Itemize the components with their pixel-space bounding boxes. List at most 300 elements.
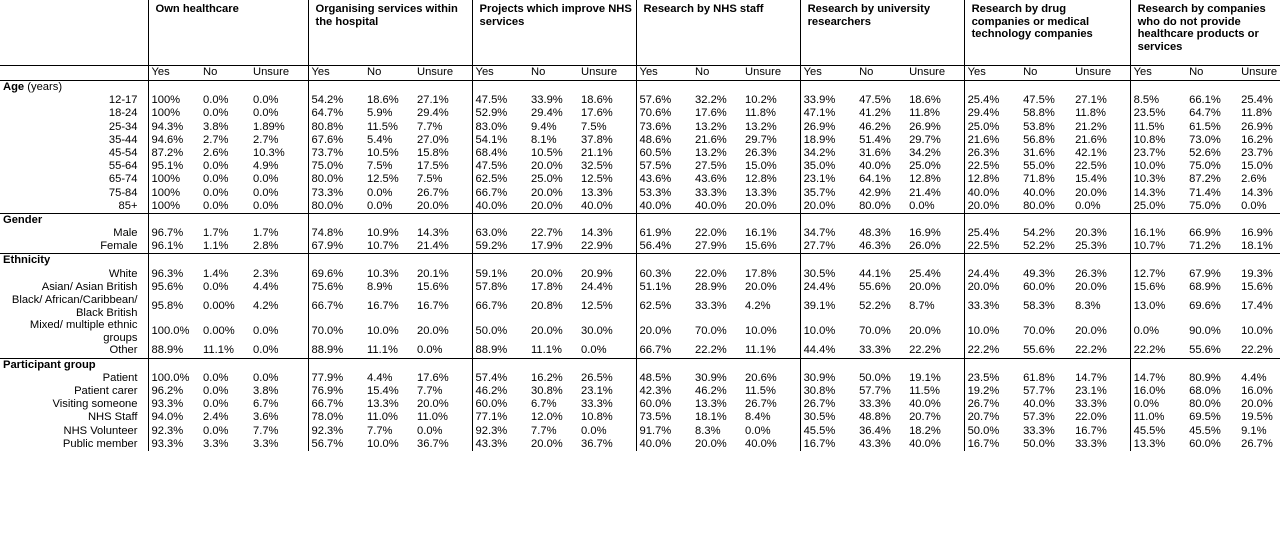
value-cell: 0.0% <box>203 424 229 437</box>
value-cell: 16.2% <box>1241 133 1273 146</box>
value-cell: 36.4% <box>859 424 891 437</box>
value-cell: 40.0% <box>636 200 692 214</box>
value-cell: 25.4% <box>964 227 1020 240</box>
value-cell: 20.0% <box>745 199 777 212</box>
value-cell: 47.5% <box>1023 94 1055 107</box>
empty-cell <box>800 254 856 268</box>
empty-cell <box>1130 213 1186 227</box>
value-cell: 52.9% <box>472 107 528 120</box>
table-row <box>0 134 1280 147</box>
value-cell: 68.0% <box>1189 384 1221 397</box>
table-row <box>0 227 1280 240</box>
value-cell: 57.4% <box>472 372 528 385</box>
empty-cell <box>906 254 964 268</box>
value-cell: 22.2% <box>909 344 941 357</box>
value-cell: 24.4% <box>800 281 856 294</box>
value-cell: 36.7% <box>581 437 613 450</box>
value-cell: 15.6% <box>1130 281 1186 294</box>
value-cell: 66.9% <box>1189 227 1221 240</box>
value-cell: 13.2% <box>695 120 727 133</box>
value-cell: 0.0% <box>1130 319 1186 344</box>
blank-cell <box>0 66 148 81</box>
value-cell: 20.7% <box>964 411 1020 424</box>
section-row <box>0 81 1280 95</box>
value-cell: 11.1% <box>531 344 562 357</box>
value-cell: 73.3% <box>308 187 364 200</box>
value-cell: 70.6% <box>636 107 692 120</box>
value-cell: 9.1% <box>1241 424 1267 437</box>
value-cell: 0.0% <box>1130 398 1186 411</box>
value-cell: 20.0% <box>745 280 777 293</box>
value-cell: 4.2% <box>745 300 771 313</box>
value-cell: 22.2% <box>964 344 1020 358</box>
value-cell: 20.0% <box>1075 325 1107 338</box>
table-row <box>0 187 1280 200</box>
value-cell: 37.8% <box>581 133 613 146</box>
value-cell: 22.0% <box>1075 411 1107 424</box>
row-label: Visiting someone <box>52 398 138 411</box>
value-cell: 69.6% <box>1189 300 1221 313</box>
table-row <box>0 160 1280 173</box>
value-cell: 16.1% <box>745 227 777 240</box>
value-cell: 4.4% <box>253 280 279 293</box>
value-cell: 64.7% <box>308 107 364 120</box>
value-cell: 0.0% <box>253 371 279 384</box>
value-cell: 60.0% <box>1189 437 1221 450</box>
empty-cell <box>578 358 636 372</box>
table-row <box>0 385 1280 398</box>
value-cell: 75.6% <box>308 281 364 294</box>
value-cell: 22.2% <box>695 344 727 357</box>
value-cell: 11.0% <box>1130 411 1186 424</box>
empty-cell <box>856 81 906 95</box>
value-cell: 64.1% <box>859 173 891 186</box>
section-title-text: Participant group <box>3 358 96 371</box>
value-cell: 17.4% <box>1241 300 1273 313</box>
value-cell: 17.6% <box>581 107 613 120</box>
value-cell: 18.1% <box>695 411 727 424</box>
empty-cell <box>964 254 1020 268</box>
value-cell: 46.2% <box>859 120 891 133</box>
value-cell: 54.2% <box>1023 227 1055 240</box>
empty-cell <box>578 213 636 227</box>
value-cell: 80.0% <box>1023 199 1055 212</box>
value-cell: 27.7% <box>800 240 856 254</box>
value-cell: 47.5% <box>859 94 891 107</box>
value-cell: 15.6% <box>1241 280 1273 293</box>
subheader-no: No <box>856 66 906 81</box>
value-cell: 58.8% <box>1023 107 1055 120</box>
value-cell: 18.2% <box>909 424 941 437</box>
value-cell: 93.3% <box>148 398 200 411</box>
value-cell: 100% <box>148 107 200 120</box>
table-row <box>0 344 1280 358</box>
value-cell: 40.0% <box>1023 186 1055 199</box>
group-header: Organising services within the hospital <box>308 0 472 66</box>
value-cell: 80.0% <box>859 199 891 212</box>
empty-cell <box>148 254 200 268</box>
value-cell: 20.0% <box>417 199 449 212</box>
value-cell: 68.9% <box>1189 280 1221 293</box>
value-cell: 29.4% <box>964 107 1020 120</box>
empty-cell <box>1020 254 1072 268</box>
value-cell: 56.8% <box>1023 133 1055 146</box>
value-cell: 33.3% <box>695 186 727 199</box>
value-cell: 33.3% <box>859 344 891 357</box>
value-cell: 12.7% <box>1130 268 1186 281</box>
value-cell: 24.4% <box>581 280 613 293</box>
empty-cell <box>856 254 906 268</box>
value-cell: 20.0% <box>531 199 563 212</box>
value-cell: 1.89% <box>253 120 285 133</box>
value-cell: 0.0% <box>909 199 935 212</box>
empty-cell <box>472 81 528 95</box>
value-cell: 66.7% <box>308 398 364 411</box>
subheader-yes: Yes <box>800 66 856 81</box>
value-cell: 0.0% <box>417 344 443 357</box>
row-label: Black/ African/Caribbean/ Black British <box>11 294 138 319</box>
value-cell: 73.5% <box>636 411 692 424</box>
value-cell: 7.7% <box>367 424 393 437</box>
value-cell: 13.2% <box>745 120 777 133</box>
empty-cell <box>692 254 742 268</box>
value-cell: 3.3% <box>203 437 229 450</box>
value-cell: 20.0% <box>636 319 692 344</box>
value-cell: 51.4% <box>859 133 891 146</box>
value-cell: 22.5% <box>1075 160 1107 173</box>
value-cell: 69.5% <box>1189 411 1221 424</box>
empty-cell <box>148 81 200 95</box>
value-cell: 16.9% <box>1241 227 1273 240</box>
value-cell: 0.0% <box>203 384 229 397</box>
value-cell: 11.0% <box>417 411 448 424</box>
value-cell: 1.7% <box>203 227 229 240</box>
value-cell: 56.4% <box>636 240 692 254</box>
value-cell: 73.6% <box>636 121 692 134</box>
empty-cell <box>1072 81 1130 95</box>
value-cell: 7.5% <box>417 173 443 186</box>
empty-cell <box>364 358 414 372</box>
value-cell: 28.9% <box>695 280 727 293</box>
value-cell: 80.0% <box>308 200 364 214</box>
value-cell: 93.3% <box>148 438 200 451</box>
value-cell: 0.0% <box>367 186 393 199</box>
value-cell: 88.9% <box>472 344 528 358</box>
value-cell: 22.5% <box>964 160 1020 173</box>
table-row <box>0 425 1280 438</box>
value-cell: 21.6% <box>1075 133 1107 146</box>
value-cell: 0.0% <box>253 325 279 338</box>
value-cell: 11.8% <box>909 107 940 120</box>
value-cell: 0.0% <box>253 199 279 212</box>
value-cell: 87.2% <box>148 147 200 160</box>
value-cell: 0.0% <box>203 94 229 107</box>
value-cell: 71.8% <box>1023 173 1055 186</box>
value-cell: 57.7% <box>859 384 891 397</box>
value-cell: 26.5% <box>581 371 613 384</box>
value-cell: 90.0% <box>1189 325 1221 338</box>
value-cell: 2.7% <box>253 133 279 146</box>
table-row <box>0 398 1280 411</box>
value-cell: 25.4% <box>964 94 1020 107</box>
value-cell: 54.1% <box>472 134 528 147</box>
empty-cell <box>528 254 578 268</box>
empty-cell <box>1238 213 1280 227</box>
value-cell: 17.9% <box>531 240 563 253</box>
empty-cell <box>906 81 964 95</box>
value-cell: 94.6% <box>148 134 200 147</box>
value-cell: 0.0% <box>253 107 279 120</box>
value-cell: 92.3% <box>308 425 364 438</box>
empty-cell <box>200 254 250 268</box>
value-cell: 47.5% <box>472 94 528 107</box>
value-cell: 95.6% <box>148 281 200 294</box>
value-cell: 96.1% <box>148 240 200 254</box>
value-cell: 96.7% <box>148 227 200 240</box>
value-cell: 16.0% <box>1241 384 1273 397</box>
section-title-text: Age <box>3 81 25 93</box>
empty-cell <box>364 213 414 227</box>
value-cell: 11.5% <box>745 384 776 397</box>
subheader-unsure: Unsure <box>1238 66 1280 81</box>
value-cell: 40.0% <box>909 398 941 411</box>
value-cell: 0.0% <box>253 94 279 107</box>
value-cell: 0.0% <box>203 160 229 173</box>
value-cell: 33.3% <box>581 398 613 411</box>
value-cell: 80.8% <box>308 121 364 134</box>
value-cell: 75.0% <box>1189 199 1221 212</box>
value-cell: 20.0% <box>531 267 563 280</box>
value-cell: 33.3% <box>1075 437 1107 450</box>
value-cell: 54.2% <box>308 94 364 107</box>
empty-cell <box>578 254 636 268</box>
value-cell: 43.6% <box>636 173 692 186</box>
empty-cell <box>1072 358 1130 372</box>
value-cell: 30.9% <box>800 372 856 385</box>
section-row <box>0 358 1280 372</box>
value-cell: 45.5% <box>1130 425 1186 438</box>
value-cell: 16.7% <box>800 438 856 451</box>
corner-cell <box>0 0 148 66</box>
value-cell: 55.6% <box>1189 344 1221 357</box>
value-cell: 87.2% <box>1189 173 1221 186</box>
value-cell: 11.5% <box>909 384 940 397</box>
value-cell: 3.6% <box>253 411 279 424</box>
value-cell: 0.0% <box>417 424 443 437</box>
value-cell: 6.7% <box>253 398 279 411</box>
value-cell: 43.3% <box>859 437 891 450</box>
row-label: 55-64 <box>108 160 138 173</box>
empty-cell <box>800 358 856 372</box>
empty-cell <box>856 213 906 227</box>
value-cell: 10.0% <box>367 325 399 338</box>
value-cell: 42.9% <box>859 186 891 199</box>
value-cell: 0.0% <box>1241 199 1267 212</box>
value-cell: 40.0% <box>472 200 528 214</box>
value-cell: 71.4% <box>1189 186 1221 199</box>
value-cell: 26.7% <box>1241 437 1273 450</box>
value-cell: 23.5% <box>1130 107 1186 120</box>
empty-cell <box>364 81 414 95</box>
section-row <box>0 254 1280 268</box>
value-cell: 20.0% <box>1075 280 1107 293</box>
value-cell: 61.8% <box>1023 371 1055 384</box>
value-cell: 11.8% <box>1241 107 1272 120</box>
value-cell: 31.6% <box>859 146 891 159</box>
value-cell: 80.0% <box>308 173 364 186</box>
value-cell: 26.0% <box>909 240 941 253</box>
value-cell: 57.7% <box>1023 384 1055 397</box>
table-row <box>0 147 1280 160</box>
value-cell: 70.0% <box>1023 325 1055 338</box>
value-cell: 88.9% <box>148 344 200 358</box>
value-cell: 22.5% <box>964 240 1020 254</box>
value-cell: 29.7% <box>909 133 941 146</box>
empty-cell <box>250 213 308 227</box>
empty-cell <box>148 358 200 372</box>
value-cell: 18.9% <box>800 134 856 147</box>
value-cell: 7.5% <box>367 160 393 173</box>
value-cell: 66.7% <box>472 187 528 200</box>
value-cell: 74.8% <box>308 227 364 240</box>
value-cell: 2.8% <box>253 240 279 253</box>
value-cell: 20.0% <box>531 160 563 173</box>
empty-cell <box>472 254 528 268</box>
value-cell: 100% <box>148 94 200 107</box>
empty-cell <box>1130 358 1186 372</box>
empty-cell <box>308 254 364 268</box>
value-cell: 18.1% <box>1241 240 1273 253</box>
empty-cell <box>528 81 578 95</box>
value-cell: 14.3% <box>417 227 449 240</box>
row-label: Patient <box>102 371 138 384</box>
value-cell: 42.3% <box>636 385 692 398</box>
subheader-unsure: Unsure <box>250 66 308 81</box>
group-header: Research by university researchers <box>800 0 964 66</box>
value-cell: 32.2% <box>695 94 727 107</box>
value-cell: 10.0% <box>367 437 399 450</box>
value-cell: 27.1% <box>1075 94 1107 107</box>
row-label: 35-44 <box>108 133 138 146</box>
empty-cell <box>906 213 964 227</box>
value-cell: 40.0% <box>695 199 727 212</box>
value-cell: 50.0% <box>964 425 1020 438</box>
section-title-text: Gender <box>3 213 43 226</box>
value-cell: 60.0% <box>472 398 528 411</box>
empty-cell <box>472 213 528 227</box>
empty-cell <box>364 254 414 268</box>
value-cell: 57.6% <box>636 94 692 107</box>
value-cell: 25.0% <box>531 173 563 186</box>
empty-cell <box>1072 213 1130 227</box>
value-cell: 45.5% <box>1189 424 1221 437</box>
value-cell: 22.9% <box>581 240 613 253</box>
value-cell: 25.0% <box>909 160 941 173</box>
value-cell: 26.7% <box>964 398 1020 411</box>
value-cell: 26.7% <box>745 398 777 411</box>
value-cell: 3.8% <box>203 120 229 133</box>
value-cell: 60.5% <box>636 147 692 160</box>
value-cell: 16.0% <box>1130 385 1186 398</box>
row-label: 18-24 <box>108 107 138 120</box>
value-cell: 10.3% <box>1130 173 1186 186</box>
value-cell: 66.7% <box>308 294 364 319</box>
empty-cell <box>692 81 742 95</box>
value-cell: 66.7% <box>636 344 692 358</box>
row-label: White <box>108 267 138 280</box>
value-cell: 88.9% <box>308 344 364 358</box>
value-cell: 100% <box>148 173 200 186</box>
value-cell: 15.6% <box>417 280 449 293</box>
empty-cell <box>1072 254 1130 268</box>
value-cell: 67.6% <box>308 134 364 147</box>
value-cell: 33.3% <box>1023 424 1055 437</box>
value-cell: 0.0% <box>203 280 229 293</box>
value-cell: 34.2% <box>800 147 856 160</box>
value-cell: 30.8% <box>531 384 563 397</box>
value-cell: 10.7% <box>1130 240 1186 254</box>
value-cell: 30.5% <box>800 411 856 424</box>
value-cell: 23.7% <box>1241 146 1273 159</box>
subheader-no: No <box>528 66 578 81</box>
value-cell: 39.1% <box>800 294 856 319</box>
empty-cell <box>472 358 528 372</box>
value-cell: 78.0% <box>308 411 364 424</box>
value-cell: 8.1% <box>531 133 557 146</box>
section-title <box>0 254 148 268</box>
value-cell: 50.0% <box>1023 437 1055 450</box>
value-cell: 92.3% <box>148 425 200 438</box>
value-cell: 11.1% <box>367 344 398 357</box>
empty-cell <box>1238 254 1280 268</box>
value-cell: 95.8% <box>148 294 200 319</box>
value-cell: 12.5% <box>367 173 399 186</box>
subheader-yes: Yes <box>964 66 1020 81</box>
value-cell: 19.3% <box>1241 267 1273 280</box>
empty-cell <box>250 81 308 95</box>
value-cell: 26.9% <box>1241 120 1273 133</box>
empty-cell <box>800 213 856 227</box>
value-cell: 56.7% <box>308 438 364 451</box>
value-cell: 21.2% <box>1075 120 1107 133</box>
table-row <box>0 121 1280 134</box>
value-cell: 40.0% <box>1023 398 1055 411</box>
value-cell: 0.0% <box>253 186 279 199</box>
value-cell: 2.7% <box>203 133 229 146</box>
value-cell: 0.0% <box>581 424 607 437</box>
value-cell: 64.7% <box>1189 107 1221 120</box>
value-cell: 15.4% <box>1075 173 1107 186</box>
value-cell: 17.6% <box>695 107 727 120</box>
value-cell: 52.2% <box>1023 240 1055 253</box>
value-cell: 33.3% <box>1075 398 1107 411</box>
empty-cell <box>1130 254 1186 268</box>
table-row <box>0 200 1280 214</box>
value-cell: 10.0% <box>964 319 1020 344</box>
row-label: 25-34 <box>108 120 138 133</box>
empty-cell <box>1186 358 1238 372</box>
value-cell: 10.5% <box>531 146 563 159</box>
subheader-no: No <box>692 66 742 81</box>
value-cell: 33.3% <box>964 294 1020 319</box>
value-cell: 23.5% <box>964 372 1020 385</box>
value-cell: 16.7% <box>417 300 449 313</box>
value-cell: 10.9% <box>367 227 399 240</box>
value-cell: 14.7% <box>1130 372 1186 385</box>
value-cell: 100% <box>148 200 200 214</box>
value-cell: 100.0% <box>148 319 200 344</box>
value-cell: 15.0% <box>745 160 777 173</box>
